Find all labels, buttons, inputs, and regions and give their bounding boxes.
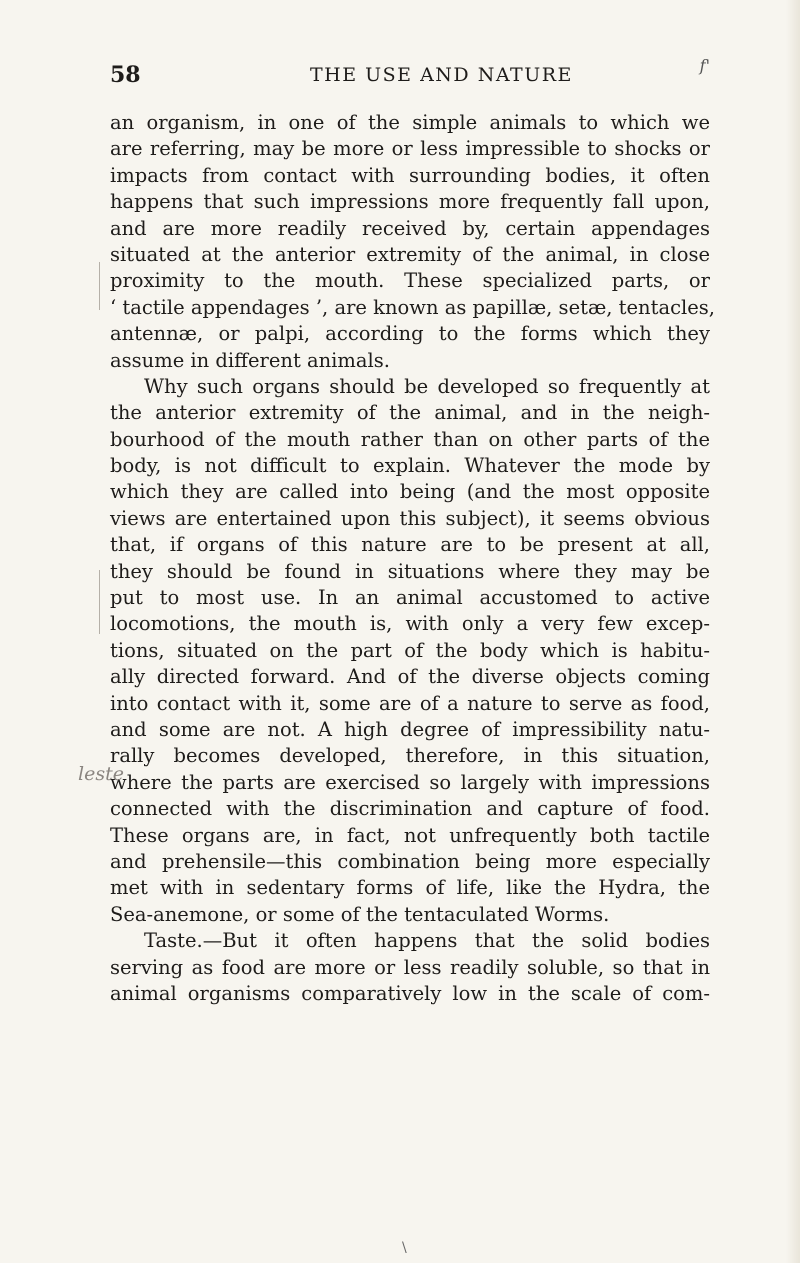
text-line: and prehensile—this combination being more especially: [110, 849, 710, 873]
bottom-mark: \: [402, 1240, 407, 1256]
text-line: ally directed forward. And of the diverse objects coming: [110, 665, 710, 689]
text-line: Why such organs should be developed so frequently at: [144, 374, 710, 398]
text-line: These organs are, in fact, not unfrequently both tactile: [110, 823, 710, 847]
text-line: and are more readily received by, certain appendages: [110, 216, 710, 240]
page-number: 58: [110, 62, 141, 88]
text-line: are referring, may be more or less impressible to shocks or: [110, 137, 710, 161]
text-line: into contact with it, some are of a nature to serve as food,: [110, 691, 710, 715]
text-line: an organism, in one of the simple animals to which we: [110, 111, 710, 134]
text-line: Taste.—But it often happens that the solid bodies: [144, 929, 710, 953]
text-line: put to most use. In an animal accustomed to active: [110, 586, 710, 610]
corner-mark: f': [699, 56, 710, 75]
margin-annotation: leste: [78, 763, 124, 785]
text-line: body, is not difficult to explain. Whatever the mode by: [110, 454, 710, 478]
text-line: connected with the discrimination and capture of food.: [110, 797, 710, 821]
text-line: assume in different animals.: [110, 348, 390, 372]
text-line: and some are not. A high degree of impressibility natu-: [110, 717, 710, 741]
running-title: THE USE AND NATURE: [310, 64, 573, 86]
text-line: the anterior extremity of the animal, and in the neigh-: [110, 401, 710, 425]
text-line: that, if organs of this nature are to be present at all,: [110, 533, 710, 557]
text-line: met with in sedentary forms of life, like the Hydra, the: [110, 876, 710, 900]
text-line: they should be found in situations where they may be: [110, 559, 710, 583]
text-line: Sea-anemone, or some of the tentaculated Worms.: [110, 902, 610, 926]
text-line: bourhood of the mouth rather than on other parts of the: [110, 427, 710, 451]
text-line: locomotions, the mouth is, with only a very few excep-: [110, 612, 710, 636]
body-text: [110, 110, 715, 1007]
text-line: antennæ, or palpi, according to the forms which they: [110, 322, 710, 346]
page-edge-shadow: [786, 0, 800, 1263]
text-line: rally becomes developed, therefore, in this situation,: [110, 744, 710, 768]
text-line: proximity to the mouth. These specialized parts, or: [110, 269, 710, 293]
text-line: happens that such impressions more frequently fall upon,: [110, 190, 710, 214]
text-line: where the parts are exercised so largely with impressions: [110, 770, 710, 794]
page-header: [110, 56, 710, 92]
margin-rule: [99, 570, 100, 634]
text-line: which they are called into being (and the most opposite: [110, 480, 710, 504]
text-line: tions, situated on the part of the body which is habitu-: [110, 638, 710, 662]
text-line: situated at the anterior extremity of the animal, in close: [110, 242, 710, 266]
text-line: serving as food are more or less readily soluble, so that in: [110, 955, 710, 979]
text-line: ‘ tactile appendages ’, are known as papillæ, setæ, tentacles,: [110, 295, 715, 319]
text-line: animal organisms comparatively low in the scale of com-: [110, 981, 710, 1005]
margin-rule: [99, 262, 100, 310]
text-line: views are entertained upon this subject), it seems obvious: [110, 506, 710, 530]
text-line: impacts from contact with surrounding bodies, it often: [110, 163, 710, 187]
